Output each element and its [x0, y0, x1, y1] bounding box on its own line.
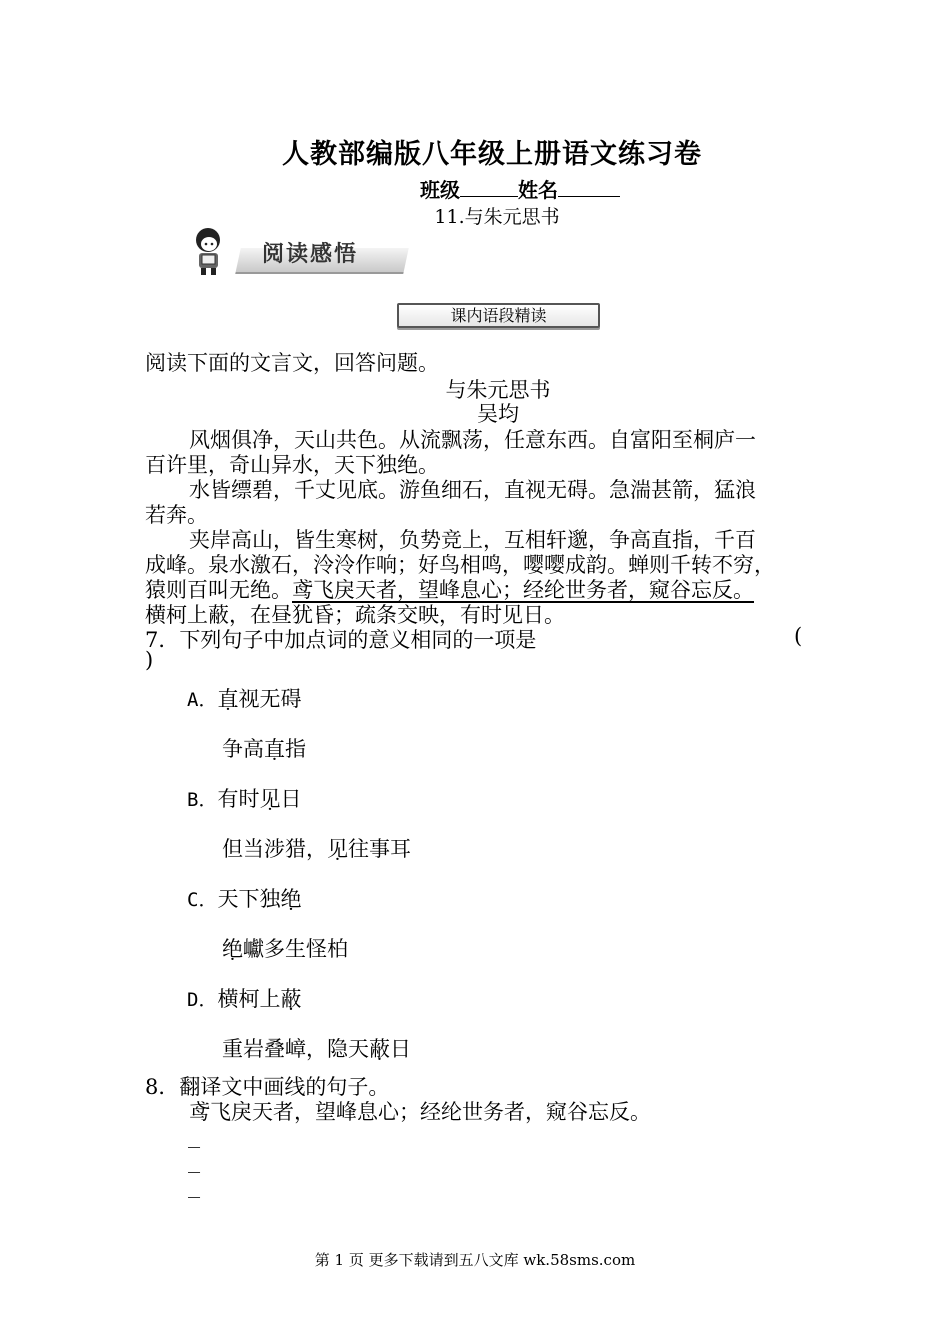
dotted-char: 见: [259, 787, 281, 811]
option-a-second: [222, 733, 306, 763]
option-d-second: [222, 1033, 411, 1063]
dotted-char: 直: [217, 687, 239, 711]
option-letter: D．: [187, 989, 218, 1011]
option-text: 指: [285, 737, 306, 761]
passage-line: 百许里，奇山异水，天下独绝。: [145, 453, 439, 477]
q8-sentence: 鸢飞戾天者，望峰息心；经纶世务者，窥谷忘反。: [189, 1100, 651, 1124]
reading-boy-icon: [186, 226, 232, 276]
instruction: 阅读下面的文言文，回答问题。: [145, 351, 439, 375]
option-b: [187, 783, 301, 813]
option-text: 横柯上: [217, 987, 281, 1011]
option-b-second: [222, 833, 411, 863]
underlined-sentence: 鸢飞戾天者，望峰息心；经纶世务者，窥谷忘反。: [292, 578, 754, 602]
option-c: [187, 883, 301, 913]
lesson-title: 11.与朱元思书: [434, 206, 560, 228]
q7-paren-close: ): [145, 648, 154, 672]
dotted-char: 绝: [222, 937, 243, 961]
q7-paren-open: (: [794, 624, 803, 648]
option-text: 日: [280, 787, 302, 811]
option-text: 有时: [217, 787, 260, 811]
name-label: 姓名: [518, 178, 558, 202]
q7-stem: 7．下列句子中加点词的意义相同的一项是: [145, 628, 537, 652]
name-blank: [558, 178, 620, 197]
passage-line: 夹岸高山，皆生寒树，负势竞上，互相轩邈，争高直指，千百: [189, 528, 756, 552]
passage-line: 横柯上蔽，在昼犹昏；疏条交映，有时见日。: [145, 603, 565, 627]
answer-line[interactable]: _: [188, 1174, 201, 1198]
option-text: 日: [390, 1037, 411, 1061]
option-text: 重岩叠嶂，隐天: [222, 1037, 369, 1061]
class-blank: [460, 178, 518, 197]
class-name-line: [420, 174, 620, 203]
option-letter: B．: [187, 789, 218, 811]
badge-label: 阅读感悟: [262, 242, 359, 267]
option-d: [187, 983, 301, 1013]
answer-line[interactable]: _: [188, 1149, 201, 1173]
option-text: 巘多生怪柏: [243, 937, 348, 961]
passage-author: 吴均: [477, 402, 519, 426]
passage-line: 若奔。: [145, 503, 208, 527]
option-letter: A．: [187, 689, 218, 711]
class-label: 班级: [420, 178, 460, 202]
option-c-second: [222, 933, 348, 963]
passage-line: 风烟俱净，天山共色。从流飘荡，任意东西。自富阳至桐庐一: [189, 428, 756, 452]
page-title: 人教部编版八年级上册语文练习卷: [282, 139, 702, 170]
passage-line: 成峰。泉水激石，泠泠作响；好鸟相鸣，嘤嘤成韵。蝉则千转不穷，: [145, 553, 775, 577]
passage-title: 与朱元思书: [445, 378, 551, 402]
option-letter: C．: [187, 889, 218, 911]
option-a: [187, 683, 301, 713]
passage-line: 水皆缥碧，千丈见底。游鱼细石，直视无碍。急湍甚箭，猛浪: [189, 478, 756, 502]
reading-badge: [186, 226, 406, 276]
dotted-char: 见: [327, 837, 348, 861]
q8-stem: 8．翻译文中画线的句子。: [145, 1075, 390, 1099]
dotted-char: 直: [264, 737, 285, 761]
passage-text: 猿则百叫无绝。: [145, 578, 292, 602]
dotted-char: 绝: [280, 887, 302, 911]
option-text: 天下独: [217, 887, 281, 911]
section-label: 课内语段精读: [397, 303, 600, 328]
option-text: 往事耳: [348, 837, 411, 861]
dotted-char: 蔽: [280, 987, 302, 1011]
option-text: 但当涉猎，: [222, 837, 327, 861]
option-text: 争高: [222, 737, 264, 761]
answer-line[interactable]: _: [188, 1124, 201, 1148]
option-text: 视无碍: [238, 687, 302, 711]
page-footer: 第 1 页 更多下载请到五八文库 wk.58sms.com: [314, 1251, 636, 1269]
dotted-char: 蔽: [369, 1037, 390, 1061]
